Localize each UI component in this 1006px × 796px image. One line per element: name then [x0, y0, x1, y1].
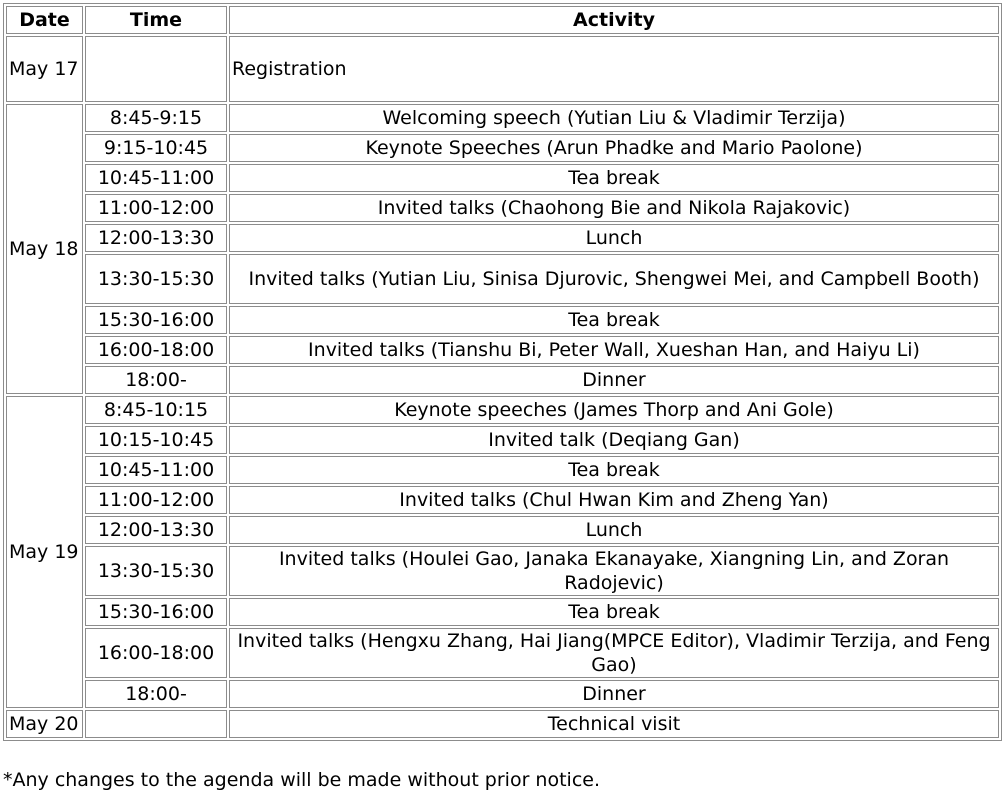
activity-cell: Tea break [229, 598, 999, 626]
activity-cell: Tea break [229, 164, 999, 192]
table-row [6, 306, 999, 334]
table-row [6, 710, 999, 738]
time-cell: 8:45-9:15 [85, 104, 227, 132]
table-row [6, 164, 999, 192]
table-row [6, 254, 999, 304]
time-cell: 18:00- [85, 680, 227, 708]
table-row [6, 486, 999, 514]
agenda-table [3, 3, 1002, 741]
activity-cell: Registration [229, 36, 999, 102]
time-cell: 10:15-10:45 [85, 426, 227, 454]
date-cell: May 17 [6, 36, 83, 102]
activity-cell: Welcoming speech (Yutian Liu & Vladimir Terzija) [229, 104, 999, 132]
table-row [6, 104, 999, 132]
table-row [6, 680, 999, 708]
time-cell: 12:00-13:30 [85, 224, 227, 252]
table-row [6, 396, 999, 424]
activity-cell: Technical visit [229, 710, 999, 738]
time-cell: 15:30-16:00 [85, 306, 227, 334]
table-row [6, 426, 999, 454]
table-row [6, 366, 999, 394]
activity-cell: Invited talks (Chul Hwan Kim and Zheng Yan) [229, 486, 999, 514]
time-cell: 16:00-18:00 [85, 336, 227, 364]
time-column-header: Time [85, 6, 227, 34]
table-row [6, 224, 999, 252]
activity-cell: Invited talks (Chaohong Bie and Nikola Rajakovic) [229, 194, 999, 222]
time-cell: 13:30-15:30 [85, 254, 227, 304]
date-cell: May 18 [6, 104, 83, 394]
activity-cell: Tea break [229, 456, 999, 484]
table-row [6, 336, 999, 364]
agenda-footnote: *Any changes to the agenda will be made without prior notice. [3, 769, 601, 791]
date-cell: May 19 [6, 396, 83, 708]
time-cell: 10:45-11:00 [85, 456, 227, 484]
time-cell: 11:00-12:00 [85, 194, 227, 222]
activity-cell: Invited talks (Hengxu Zhang, Hai Jiang(MPCE Editor), Vladimir Terzija, and Feng Gao) [229, 628, 999, 678]
activity-column-header: Activity [229, 6, 999, 34]
time-cell: 13:30-15:30 [85, 546, 227, 596]
activity-cell: Dinner [229, 680, 999, 708]
table-row [6, 546, 999, 596]
table-row [6, 134, 999, 162]
time-cell: 10:45-11:00 [85, 164, 227, 192]
table-row [6, 36, 999, 102]
date-column-header: Date [6, 6, 83, 34]
activity-cell: Lunch [229, 224, 999, 252]
activity-cell: Keynote speeches (James Thorp and Ani Gole) [229, 396, 999, 424]
activity-cell: Invited talks (Houlei Gao, Janaka Ekanayake, Xiangning Lin, and Zoran Radojevic) [229, 546, 999, 596]
time-cell: 12:00-13:30 [85, 516, 227, 544]
header-row [6, 6, 999, 34]
time-cell: 9:15-10:45 [85, 134, 227, 162]
time-cell: 8:45-10:15 [85, 396, 227, 424]
table-row [6, 516, 999, 544]
activity-cell: Tea break [229, 306, 999, 334]
table-row [6, 456, 999, 484]
activity-cell: Invited talks (Tianshu Bi, Peter Wall, Xueshan Han, and Haiyu Li) [229, 336, 999, 364]
table-row [6, 598, 999, 626]
date-cell: May 20 [6, 710, 83, 738]
time-cell [85, 710, 227, 738]
activity-cell: Invited talk (Deqiang Gan) [229, 426, 999, 454]
table-row [6, 194, 999, 222]
time-cell: 16:00-18:00 [85, 628, 227, 678]
agenda-container [3, 3, 1002, 741]
activity-cell: Keynote Speeches (Arun Phadke and Mario Paolone) [229, 134, 999, 162]
time-cell: 11:00-12:00 [85, 486, 227, 514]
time-cell: 18:00- [85, 366, 227, 394]
activity-cell: Dinner [229, 366, 999, 394]
table-row [6, 628, 999, 678]
activity-cell: Lunch [229, 516, 999, 544]
activity-cell: Invited talks (Yutian Liu, Sinisa Djurovic, Shengwei Mei, and Campbell Booth) [229, 254, 999, 304]
time-cell: 15:30-16:00 [85, 598, 227, 626]
time-cell [85, 36, 227, 102]
